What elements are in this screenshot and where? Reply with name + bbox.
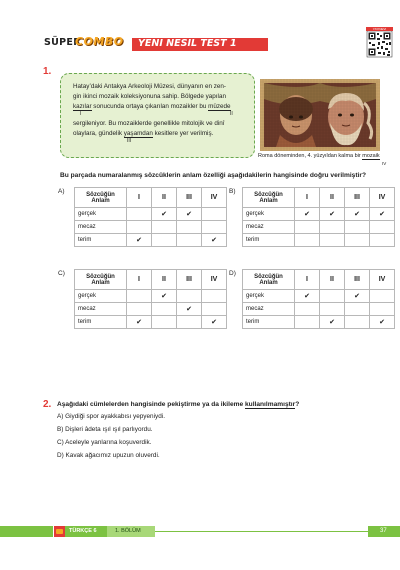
mosaic-image — [260, 79, 380, 151]
check-cell — [202, 290, 227, 303]
check-cell: ✔ — [152, 208, 177, 221]
table-header-ii: II — [320, 188, 345, 208]
row-label: gerçek — [243, 290, 295, 303]
qr-label: YAYINEVI — [366, 27, 393, 31]
table-header-i: I — [127, 188, 152, 208]
table-header-ii: II — [152, 270, 177, 290]
check-cell: ✔ — [345, 290, 370, 303]
check-cell: ✔ — [127, 316, 152, 329]
check-cell: ✔ — [202, 234, 227, 247]
table-row — [243, 208, 395, 221]
footer-green-bar — [0, 526, 53, 537]
mark-2: II — [230, 111, 233, 117]
row-label: mecaz — [75, 221, 127, 234]
question-2-stem-start: Aşağıdaki cümlelerden hangisinde pekiştirme ya da ikileme — [57, 401, 245, 408]
table-row — [75, 290, 227, 303]
table-row — [243, 234, 395, 247]
underlined-word-3: yaşamdan — [123, 130, 153, 137]
question-1-stem: Bu parçada numaralanmış sözcüklerin anlam özelliği aşağıdakilerin hangisinde doğru verilmiştir? — [60, 172, 366, 179]
table-header-ii: II — [320, 270, 345, 290]
check-cell: ✔ — [127, 234, 152, 247]
passage-line-3 — [73, 103, 231, 110]
row-label: terim — [243, 316, 295, 329]
passage-line-2: gin ikinci mozaik koleksiyonuna sahip. Bölgede yapılan — [73, 93, 226, 100]
underlined-word-4: mozaik — [362, 153, 380, 159]
check-cell — [127, 208, 152, 221]
check-cell — [152, 303, 177, 316]
table-header-iv: IV — [370, 270, 395, 290]
check-cell — [202, 303, 227, 316]
table-row — [243, 290, 395, 303]
table-header-ii: II — [152, 188, 177, 208]
table-header-iv: IV — [370, 188, 395, 208]
check-cell — [370, 234, 395, 247]
check-cell: ✔ — [177, 303, 202, 316]
check-cell — [345, 234, 370, 247]
check-cell — [152, 221, 177, 234]
test-title: YENİ NESİL TEST 1 — [138, 38, 237, 49]
question-1-number: 1. — [43, 66, 52, 77]
check-cell — [127, 303, 152, 316]
question-2-stem — [57, 401, 299, 408]
check-cell — [295, 303, 320, 316]
check-cell — [295, 316, 320, 329]
check-cell — [295, 221, 320, 234]
check-cell: ✔ — [177, 208, 202, 221]
check-cell: ✔ — [295, 290, 320, 303]
option-d-letter[interactable]: D) — [229, 270, 236, 277]
image-caption — [258, 153, 380, 159]
check-cell — [202, 221, 227, 234]
option-c-table — [74, 269, 227, 329]
table-header-i: I — [295, 270, 320, 290]
table-header-i: I — [127, 270, 152, 290]
row-label: mecaz — [243, 303, 295, 316]
combo-logo-icon — [54, 526, 65, 537]
passage-line-5-start: olaylara, gündelik — [73, 130, 124, 137]
check-cell — [370, 221, 395, 234]
check-cell: ✔ — [370, 208, 395, 221]
mark-1: I — [80, 111, 82, 117]
check-cell — [345, 303, 370, 316]
table-row — [75, 316, 227, 329]
check-cell: ✔ — [320, 208, 345, 221]
table-header-iii: III — [345, 188, 370, 208]
passage-line-4: sergileniyor. Bu mozaiklerde genellikle mitolojik ve dinî — [73, 120, 225, 127]
check-cell — [177, 290, 202, 303]
passage-line-3-middle: sonucunda ortaya çıkarılan mozaikler bu — [91, 103, 209, 110]
check-cell — [320, 234, 345, 247]
table-row — [243, 316, 395, 329]
check-cell — [177, 234, 202, 247]
passage-line-1: Hatay’daki Antakya Arkeoloji Müzesi, dünyanın en zen- — [73, 83, 226, 90]
page-number: 37 — [380, 528, 387, 534]
check-cell: ✔ — [295, 208, 320, 221]
table-row — [243, 221, 395, 234]
check-cell: ✔ — [202, 316, 227, 329]
question-2-stem-end: ? — [295, 401, 300, 408]
passage-line-5 — [73, 130, 213, 137]
check-cell — [127, 221, 152, 234]
row-label: gerçek — [243, 208, 295, 221]
option-a-letter[interactable]: A) — [58, 188, 65, 195]
question-2-stem-emphasis: kullanılmamıştır — [245, 401, 296, 408]
check-cell — [320, 303, 345, 316]
option-b-table — [242, 187, 395, 247]
check-cell — [370, 290, 395, 303]
table-row — [75, 234, 227, 247]
row-label: terim — [243, 234, 295, 247]
table-header-iii: III — [177, 188, 202, 208]
check-cell: ✔ — [152, 290, 177, 303]
table-row — [75, 303, 227, 316]
check-cell — [177, 221, 202, 234]
table-header-iii: III — [345, 270, 370, 290]
table-row — [75, 208, 227, 221]
q2-option-b[interactable]: B) Dişleri âdeta ışıl ışıl parlıyordu. — [57, 426, 153, 433]
check-cell — [152, 234, 177, 247]
row-label: mecaz — [243, 221, 295, 234]
footer-divider — [155, 531, 368, 532]
table-header-iii: III — [177, 270, 202, 290]
check-cell — [177, 316, 202, 329]
footer-subject: TÜRKÇE 6 — [69, 528, 97, 534]
caption-text: Roma döneminden, 4. yüzyıldan kalma bir — [258, 153, 363, 159]
table-header-iv: IV — [202, 270, 227, 290]
check-cell — [320, 290, 345, 303]
option-a-table — [74, 187, 227, 247]
check-cell — [370, 303, 395, 316]
table-header-label: Sözcüğün Anlam — [75, 270, 127, 290]
q2-option-a[interactable]: A) Giydiği spor ayakkabısı yepyeniydi. — [57, 413, 165, 420]
option-c-letter[interactable]: C) — [58, 270, 65, 277]
check-cell — [345, 316, 370, 329]
question-2-number: 2. — [43, 399, 52, 410]
q2-option-d[interactable]: D) Kavak ağacımız upuzun oluverdi. — [57, 452, 160, 459]
table-header-iv: IV — [202, 188, 227, 208]
table-row — [243, 303, 395, 316]
check-cell — [345, 221, 370, 234]
row-label: mecaz — [75, 303, 127, 316]
row-label: terim — [75, 316, 127, 329]
underlined-word-2: müzede — [208, 103, 231, 110]
table-header-label: Sözcüğün Anlam — [243, 270, 295, 290]
option-d-table — [242, 269, 395, 329]
q2-option-c[interactable]: C) Aceleyle yanlarına koşuverdik. — [57, 439, 152, 446]
check-cell — [320, 221, 345, 234]
check-cell — [202, 208, 227, 221]
row-label: gerçek — [75, 290, 127, 303]
check-cell — [127, 290, 152, 303]
passage-line-5-end: kesitlere yer verilmiş. — [152, 130, 214, 137]
check-cell: ✔ — [370, 316, 395, 329]
mark-3: III — [127, 138, 132, 144]
row-label: gerçek — [75, 208, 127, 221]
table-header-label: Sözcüğün Anlam — [243, 188, 295, 208]
check-cell: ✔ — [345, 208, 370, 221]
brand-super-logo: SÜPER — [44, 37, 81, 48]
table-row — [75, 221, 227, 234]
check-cell — [152, 316, 177, 329]
mark-4: IV — [382, 161, 387, 166]
footer-unit: 1. BÖLÜM — [115, 528, 141, 534]
check-cell — [295, 234, 320, 247]
table-header-label: Sözcüğün Anlam — [75, 188, 127, 208]
option-b-letter[interactable]: B) — [229, 188, 236, 195]
table-header-i: I — [295, 188, 320, 208]
row-label: terim — [75, 234, 127, 247]
brand-combo-logo: COMBO — [75, 35, 124, 48]
underlined-word-1: kazılar — [73, 103, 92, 110]
check-cell: ✔ — [320, 316, 345, 329]
